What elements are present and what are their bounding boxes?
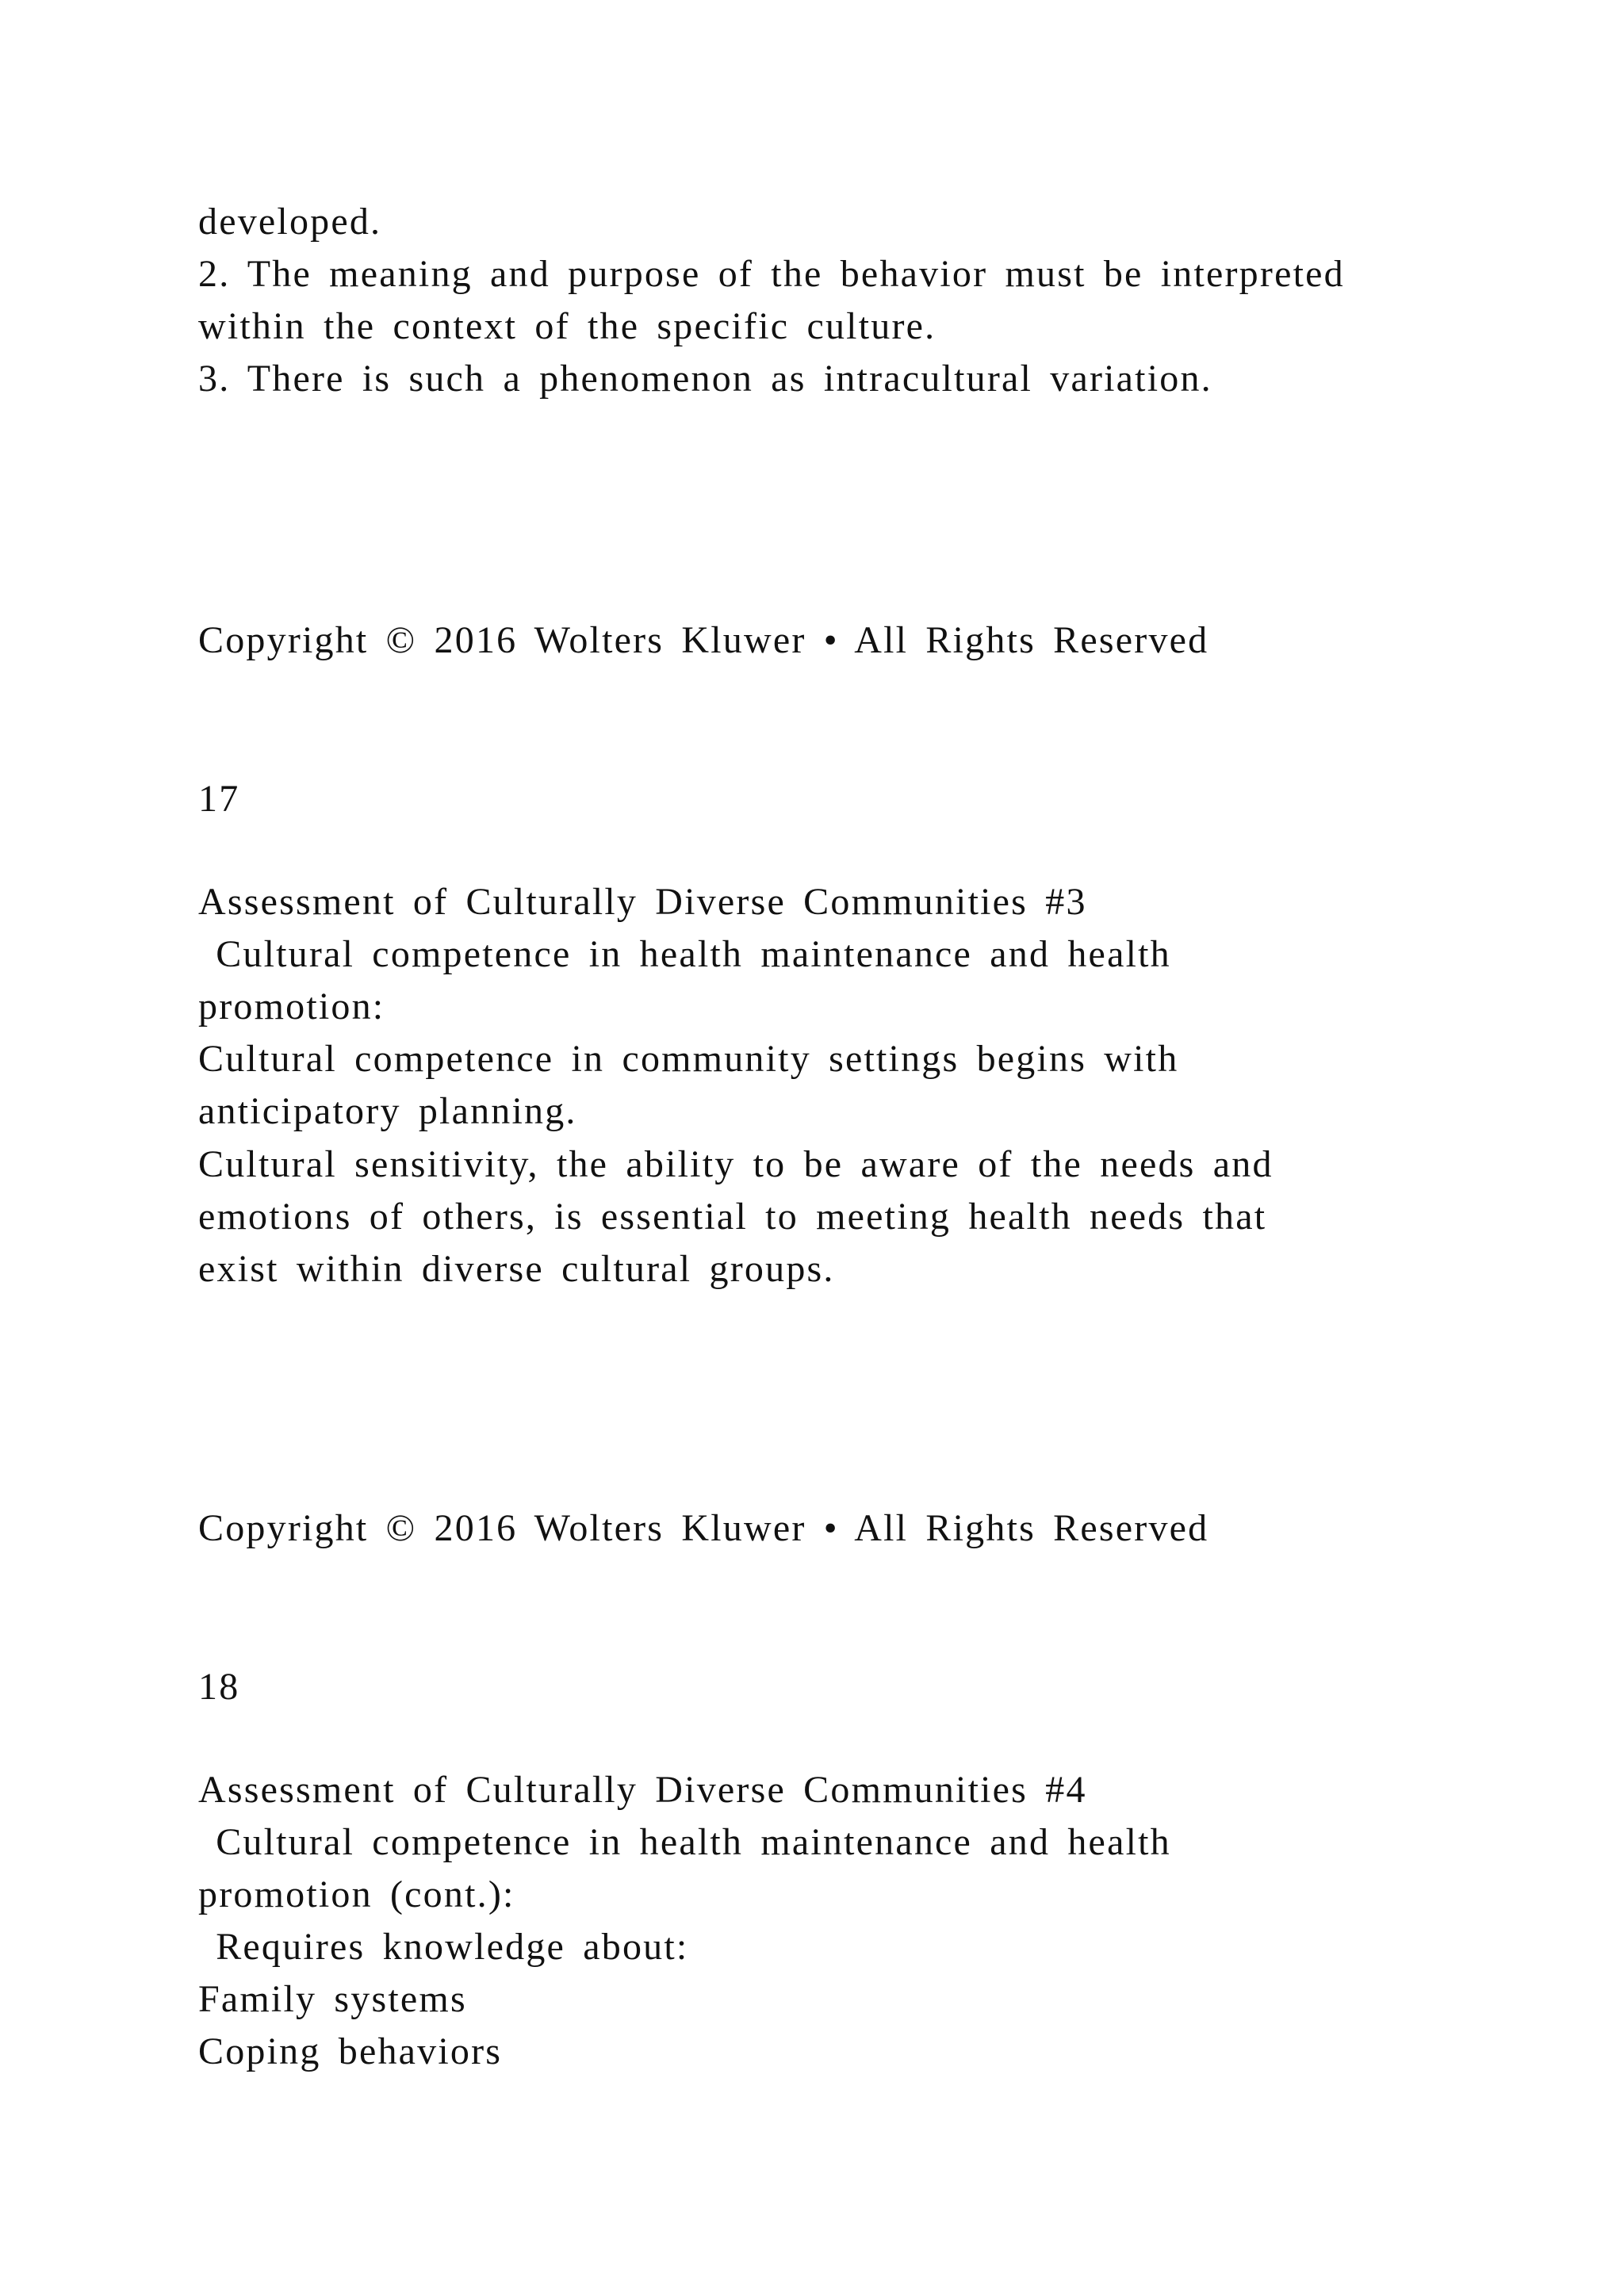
text-line: Cultural competence in health maintenance and health [198, 1821, 1171, 1863]
slide-title: Assessment of Culturally Diverse Communities #4 [198, 1769, 1087, 1811]
text-line: 2. The meaning and purpose of the behavior must be interpreted [198, 253, 1345, 295]
text-line: anticipatory planning. [198, 1090, 577, 1132]
page-number: 17 [198, 778, 240, 820]
list-item: Family systems [198, 1978, 467, 2020]
text-line: Cultural competence in health maintenance and health [198, 933, 1171, 975]
text-line: Cultural competence in community settings begins with [198, 1038, 1179, 1080]
page-number: 18 [198, 1666, 240, 1708]
text-line: promotion: [198, 985, 385, 1027]
text-line: 3. There is such a phenomenon as intracultural variation. [198, 358, 1212, 400]
text-line: exist within diverse cultural groups. [198, 1248, 835, 1290]
text-line: Requires knowledge about: [198, 1926, 689, 1968]
text-line: promotion (cont.): [198, 1873, 515, 1915]
list-item: Coping behaviors [198, 2030, 503, 2072]
copyright-notice: Copyright © 2016 Wolters Kluwer • All Rights Reserved [198, 619, 1209, 661]
text-line: Cultural sensitivity, the ability to be aware of the needs and [198, 1143, 1274, 1185]
text-line: emotions of others, is essential to meeting health needs that [198, 1196, 1267, 1238]
text-line: developed. [198, 201, 382, 243]
copyright-notice: Copyright © 2016 Wolters Kluwer • All Rights Reserved [198, 1507, 1209, 1549]
slide-title: Assessment of Culturally Diverse Communities #3 [198, 881, 1087, 923]
text-line: within the context of the specific culture. [198, 305, 936, 347]
